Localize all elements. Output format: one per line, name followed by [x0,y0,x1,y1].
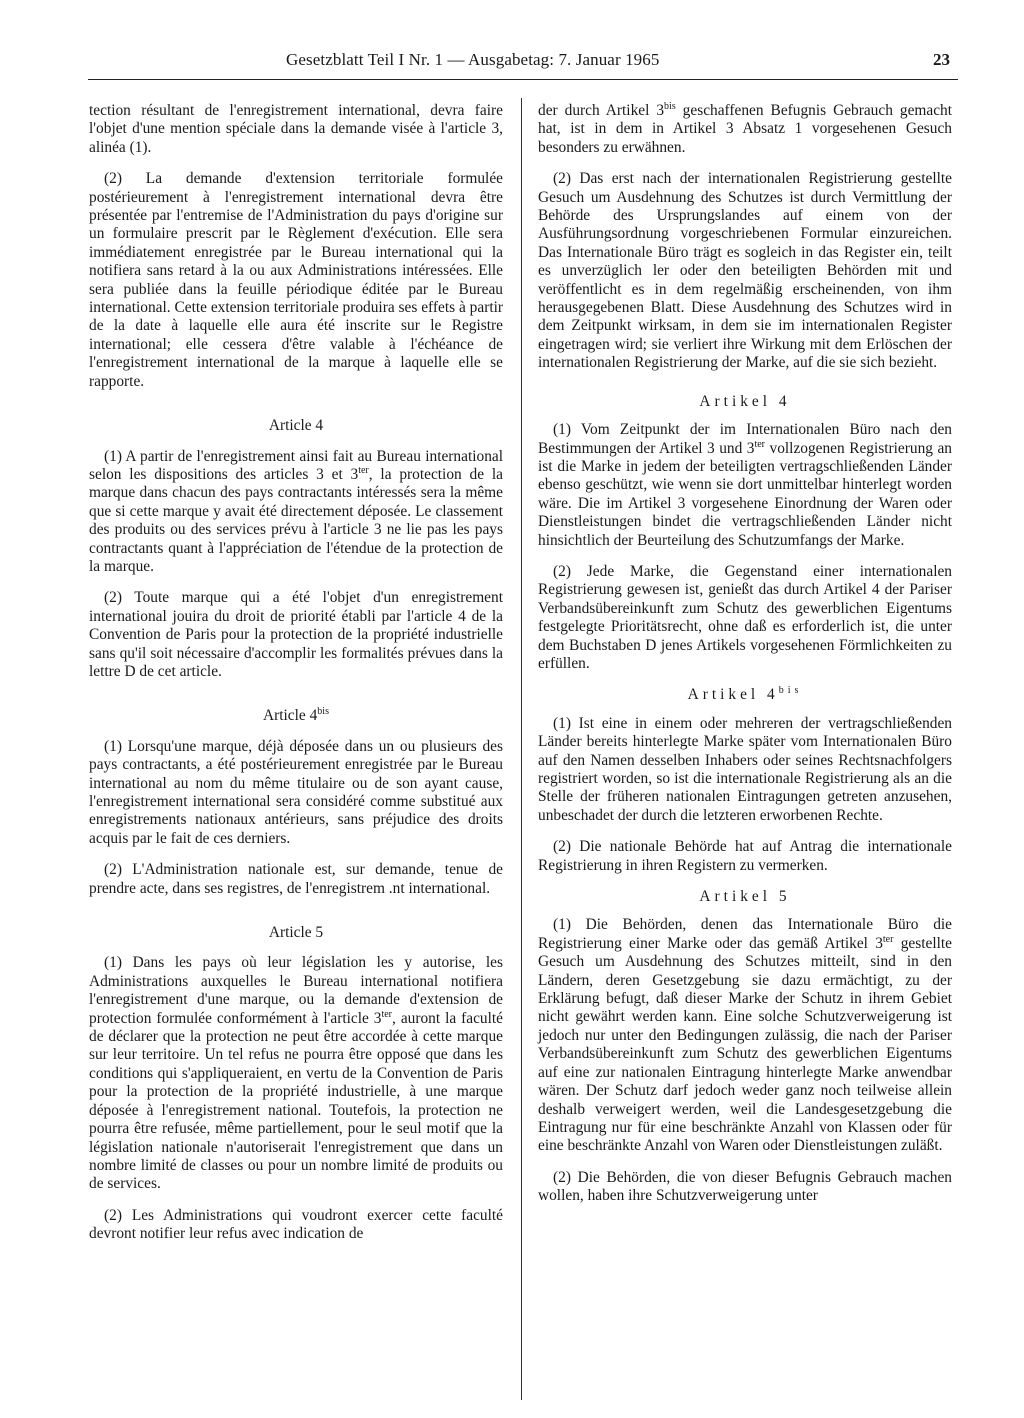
text-segment: vollzogenen Registrierung an ist die Marke in jedem der beteiligten vertragschließenden Länder ebenso geschützt, wie wenn sie dort unmittelbar hinterlegt worden wäre. Die im Artikel 3 vorgesehene Einordnung der Waren oder Dienstleistungen bindet die vertragschließenden Länder nicht hinsichtlich der Beurteilung des Schutzumfangs der Marke. [538,439,952,549]
superscript: ter [381,1008,393,1020]
page-number: 23 [933,50,950,69]
superscript: bis [317,706,329,718]
article-4bis-paragraph-2: (2) L'Administration nationale est, sur demande, tenue de prendre acte, dans ses registres, de l'enregistrem .nt international. [89,861,503,897]
text-segment: , auront la faculté de déclarer que la protection ne peut être accordée à cette marque sur leur territoire. Un tel refus ne pourra être opposé que dans les conditions qui s'appliqueraient, en vertu de la Convention de Paris pour la protection de la propriété industrielle, à une marque déposée à l'enregistrement national. Toutefois, la protection ne pourra être refusée, même partiellement, pour le seul motif que la législation nationale n'autoriserait l'enregistrement que dans un nombre limité de classes ou pour un nombre limité de produits ou de services. [89,1009,504,1193]
article-5-paragraph-1 [89,954,503,1193]
superscript: ter [358,464,369,476]
paragraph-territorial-extension: (2) Das erst nach der internationalen Registrierung gestellte Gesuch um Ausdehnung des Schutzes ist durch Vermittlung der Behörde des Ursprungslandes auf einem von der Ausführungsordnung vorgeschriebenen Formular einzureichen. Das Internationale Büro trägt es sogleich in das Register ein, teilt es unverzüglich ler oder den beteiligten Behörden mit und veröffentlicht es in dem regelmäßig erscheinenden, von ihm herausgegebenen Blatt. Diese Ausdehnung des Schutzes wird in dem Zeitpunkt wirksam, in dem sie im internationalen Register eingetragen wird; sie verliert ihre Wirkung mit dem Erlöschen der internationalen Registrierung der Marke, auf die sie sich bezieht. [538,170,952,372]
article-4-paragraph-1 [89,448,503,577]
artikel-5-heading: Artikel 5 [699,888,791,906]
superscript: bis [664,100,676,112]
header-rule [88,79,958,80]
text-segment: gestellte Gesuch um Ausdehnung des Schutzes mitteilt, sind in den Ländern, deren Gesetzgebung sie dazu ermächtigt, zu der Erklärung befugt, daß dieser Marke der Schutz in ihrem Gebiet nicht gewährt werden kann. Eine solche Schutzverweigerung ist jedoch nur unter den Bedingungen zulässig, die nach der Pariser Verbandsübereinkunft zum Schutz des gewerblichen Eigentums auf eine zur nationalen Eintragung hinterlegte Marke anwendbar wären. Der Schutz darf jedoch weder ganz noch teilweise allein deshalb verweigert werden, weil die Landesgesetzgebung die Eintragung nur für eine beschränkte Anzahl von Klassen oder für eine beschränkte Anzahl von Waren oder Dienstleistungen zuläßt. [538,934,952,1155]
artikel-4bis-paragraph-2: (2) Die nationale Behörde hat auf Antrag die internationale Registrierung in ihren Registern zu vermerken. [538,838,952,874]
heading-text: Artikel 4 [687,686,779,704]
article-5-heading: Article 5 [268,924,324,942]
text-segment: (1) Dans les pays où leur législation les y autorise, les Administrations auxquelles le Bureau international notifiera l'enregistrement d'une marque, ou la demande d'extension de protection formulée conformément à l'article 3 [89,954,503,1027]
artikel-4-paragraph-1 [538,421,952,550]
text-segment: der durch Artikel 3 [538,102,665,119]
article-5-paragraph-2: (2) Les Administrations qui voudront exercer cette faculté devront notifier leur refus avec indication de [89,1206,503,1243]
artikel-5-paragraph-2: (2) Die Behörden, die von dieser Befugnis Gebrauch machen wollen, haben ihre Schutzverweigerung unter [538,1168,952,1205]
continuation-paragraph [538,102,952,157]
article-4-heading: Article 4 [268,417,324,435]
header-title: Gesetzblatt Teil I Nr. 1 — Ausgabetag: 7. Januar 1965 [286,50,660,69]
superscript: bis [778,685,803,697]
text-segment: (1) A partir de l'enregistrement ainsi fait au Bureau international selon les dispositions des articles 3 et 3 [89,447,503,483]
page-header [92,50,954,76]
artikel-5-paragraph-1 [538,916,952,1155]
text-segment: (1) Die Behörden, denen das Internationale Büro die Registrierung einer Marke oder das gemäß Artikel 3 [538,916,952,952]
column-divider [521,98,522,1400]
superscript: ter [754,438,766,450]
superscript: ter [882,933,894,945]
text-segment: (1) Vom Zeitpunkt der im Internationalen Büro nach den Bestimmungen der Artikel 3 und 3 [538,421,952,457]
artikel-4bis-heading [538,686,952,704]
artikel-4-heading: Artikel 4 [699,392,791,410]
artikel-4bis-paragraph-1: (1) Ist eine in einem oder mehreren der vertragschließenden Länder bereits hinterlegte Marke später vom Internationalen Büro auf den Namen desselben Inhabers oder seines Rechtsnachfolgers registriert worden, so ist die internationale Registrierung als an die Stelle der früheren nationalen Eintragungen getreten anzusehen, unbeschadet der durch die letzteren erworbenen Rechte. [538,714,952,824]
text-segment: , la protection de la marque dans chacun des pays contractants intéressés sera la même que si cette marque y avait été directement déposée. Le classement des produits ou des services prévu à l'article 3 ne lie pas les pays contractants quant à l'appréciation de l'étendue de la protection de la marque. [89,465,503,575]
article-4bis-heading [89,707,503,725]
article-4-paragraph-2: (2) Toute marque qui a été l'objet d'un enregistrement international jouira du droit de priorité établi par l'article 4 de la Convention de Paris pour la protection de la propriété industrielle sans qu'il soit nécessaire d'accomplir les formalités prévues dans la lettre D de cet article. [89,589,503,680]
french-column [89,102,503,1257]
text-segment: geschaffenen Befugnis Gebrauch gemacht hat, ist in dem in Artikel 3 Absatz 1 vorgesehenen Gesuch besonders zu erwähnen. [538,102,953,156]
heading-text: Article 4 [263,707,318,725]
article-4bis-paragraph-1: (1) Lorsqu'une marque, déjà déposée dans un ou plusieurs des pays contractants, a été postérieurement enregistrée par le Bureau international au nom du même titulaire ou de son ayant cause, l'enregistrement international sera considéré comme substitué aux enregistrements nationaux antérieurs, sans préjudice des droits acquis par le fait de ces derniers. [89,737,503,847]
paragraph-territorial-extension: (2) La demande d'extension territoriale formulée postérieurement à l'enregistrement international devra être présentée par l'entremise de l'Administration du pays d'origine sur un formulaire prescrit par le Règlement d'exécution. Elle sera immédiatement enregistrée par le Bureau international qui la notifiera sans retard à la ou aux Administrations intéressées. Elle sera publiée dans la feuille périodique éditée par le Bureau international. Cette extension territoriale produira ses effets à partir de la date à laquelle elle aura été inscrite sur le Registre international; elle cessera d'être valable à l'échéance de l'enregistrement international de la marque à laquelle elle se rapporte. [89,170,503,390]
continuation-paragraph: tection résultant de l'enregistrement international, devra faire l'objet d'une mention spéciale dans la demande visée à l'article 3, alinéa (1). [89,102,503,156]
german-column [538,102,952,1219]
artikel-4-paragraph-2: (2) Jede Marke, die Gegenstand einer internationalen Registrierung gewesen ist, genießt das durch Artikel 4 der Pariser Verbandsübereinkunft zum Schutz des gewerblichen Eigentums festgelegte Prioritätsrecht, ohne daß es erforderlich ist, die unter dem Buchstaben D jenes Artikels vorgesehenen Förmlichkeiten zu erfüllen. [538,562,952,672]
